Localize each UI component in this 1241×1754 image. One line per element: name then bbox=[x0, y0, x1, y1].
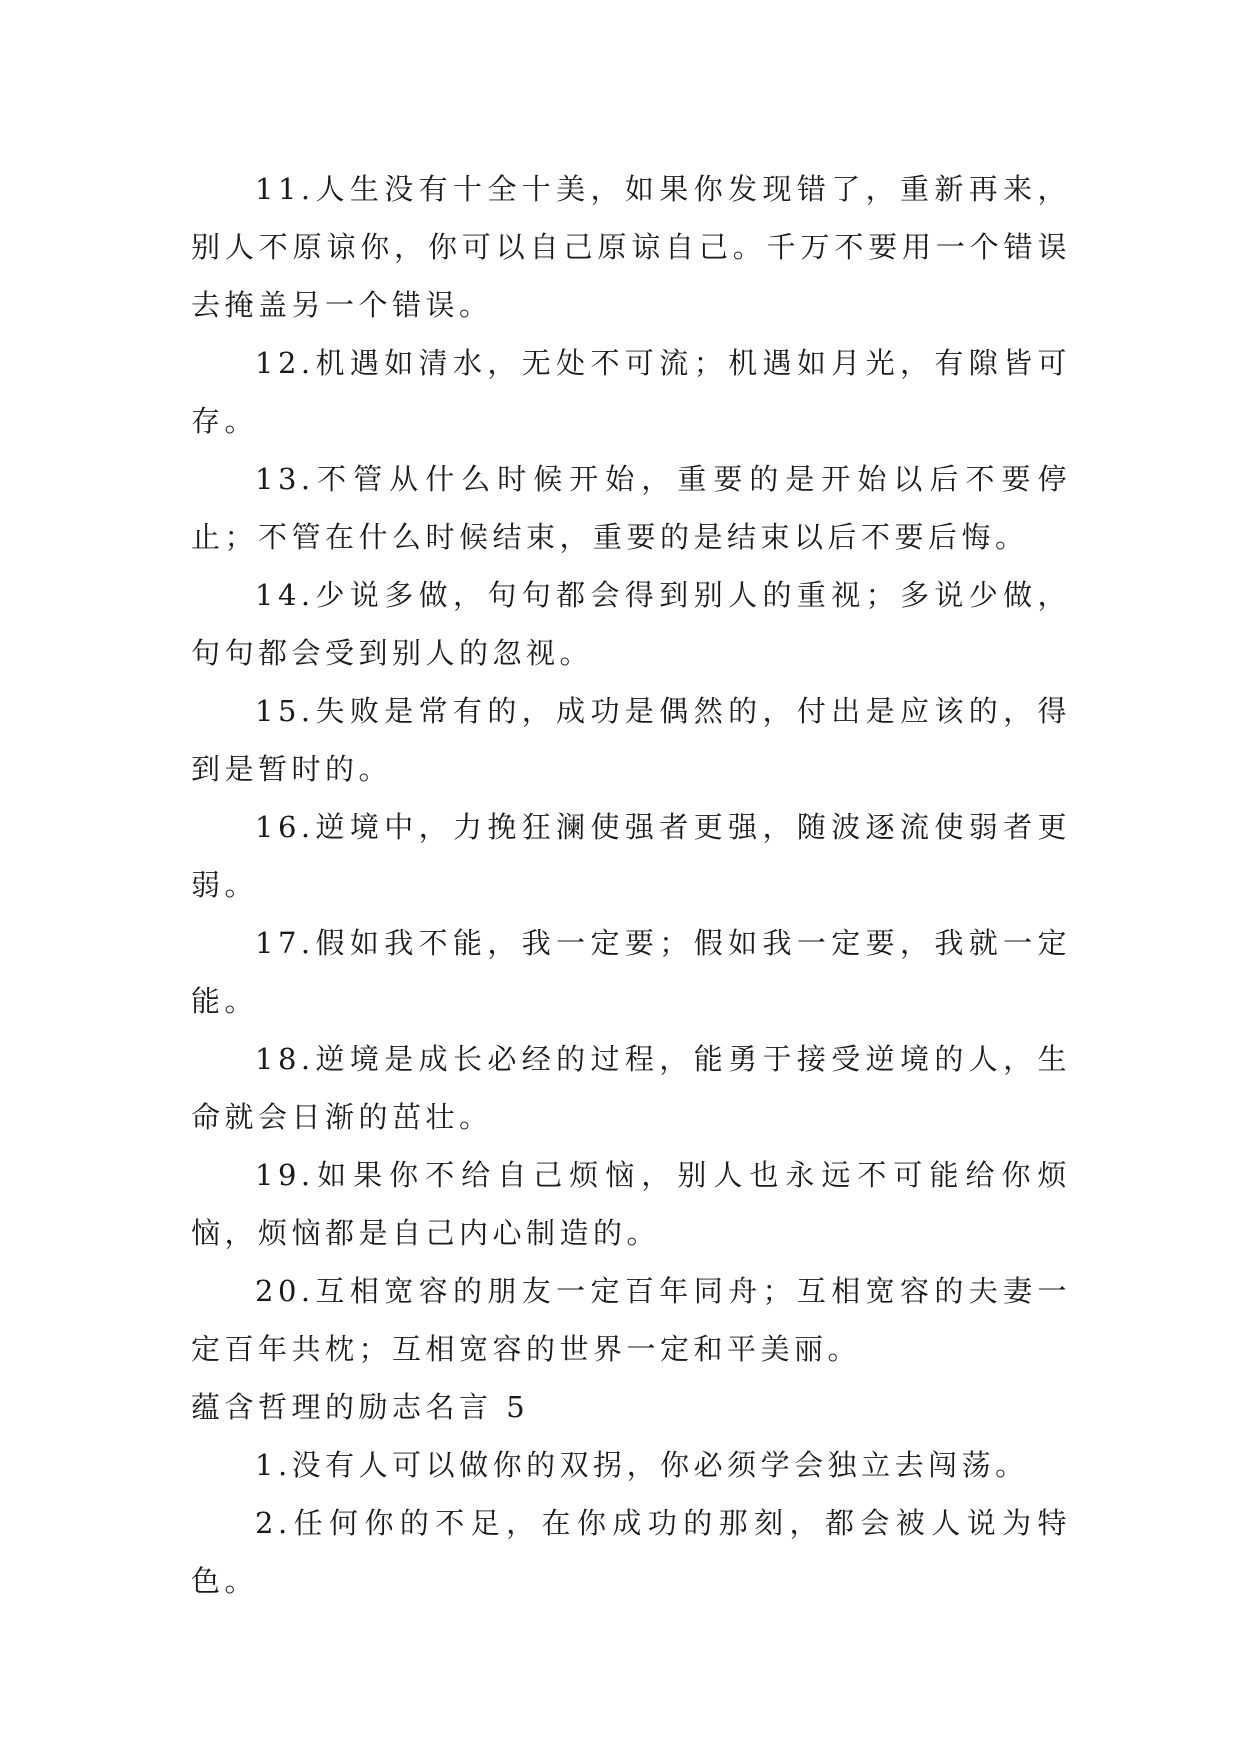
quote-paragraph: 20.互相宽容的朋友一定百年同舟；互相宽容的夫妻一定百年共枕；互相宽容的世界一定和平美丽。 bbox=[191, 1274, 1071, 1366]
quote-paragraph: 12.机遇如清水，无处不可流；机遇如月光，有隙皆可存。 bbox=[191, 346, 1071, 438]
quote-paragraph: 2.任何你的不足，在你成功的那刻，都会被人说为特色。 bbox=[191, 1506, 1071, 1598]
quote-paragraph: 18.逆境是成长必经的过程，能勇于接受逆境的人，生命就会日渐的茁壮。 bbox=[191, 1042, 1071, 1134]
quote-paragraph: 14.少说多做，句句都会得到别人的重视；多说少做，句句都会受到别人的忽视。 bbox=[191, 578, 1071, 670]
document-page bbox=[191, 160, 1071, 1610]
quote-paragraph: 1.没有人可以做你的双拐，你必须学会独立去闯荡。 bbox=[255, 1448, 1029, 1482]
quote-paragraph: 13.不管从什么时候开始，重要的是开始以后不要停止；不管在什么时候结束，重要的是结束以后不要后悔。 bbox=[191, 462, 1071, 554]
section-heading: 蕴含哲理的励志名言 5 bbox=[191, 1390, 530, 1424]
quote-paragraph: 19.如果你不给自己烦恼，别人也永远不可能给你烦恼，烦恼都是自己内心制造的。 bbox=[191, 1158, 1071, 1250]
quote-paragraph: 15.失败是常有的，成功是偶然的，付出是应该的，得到是暂时的。 bbox=[191, 694, 1071, 786]
quote-paragraph: 17.假如我不能，我一定要；假如我一定要，我就一定能。 bbox=[191, 926, 1071, 1018]
quote-paragraph: 16.逆境中，力挽狂澜使强者更强，随波逐流使弱者更弱。 bbox=[191, 810, 1071, 902]
quote-paragraph: 11.人生没有十全十美，如果你发现错了，重新再来，别人不原谅你，你可以自己原谅自己。千万不要用一个错误去掩盖另一个错误。 bbox=[191, 172, 1071, 322]
